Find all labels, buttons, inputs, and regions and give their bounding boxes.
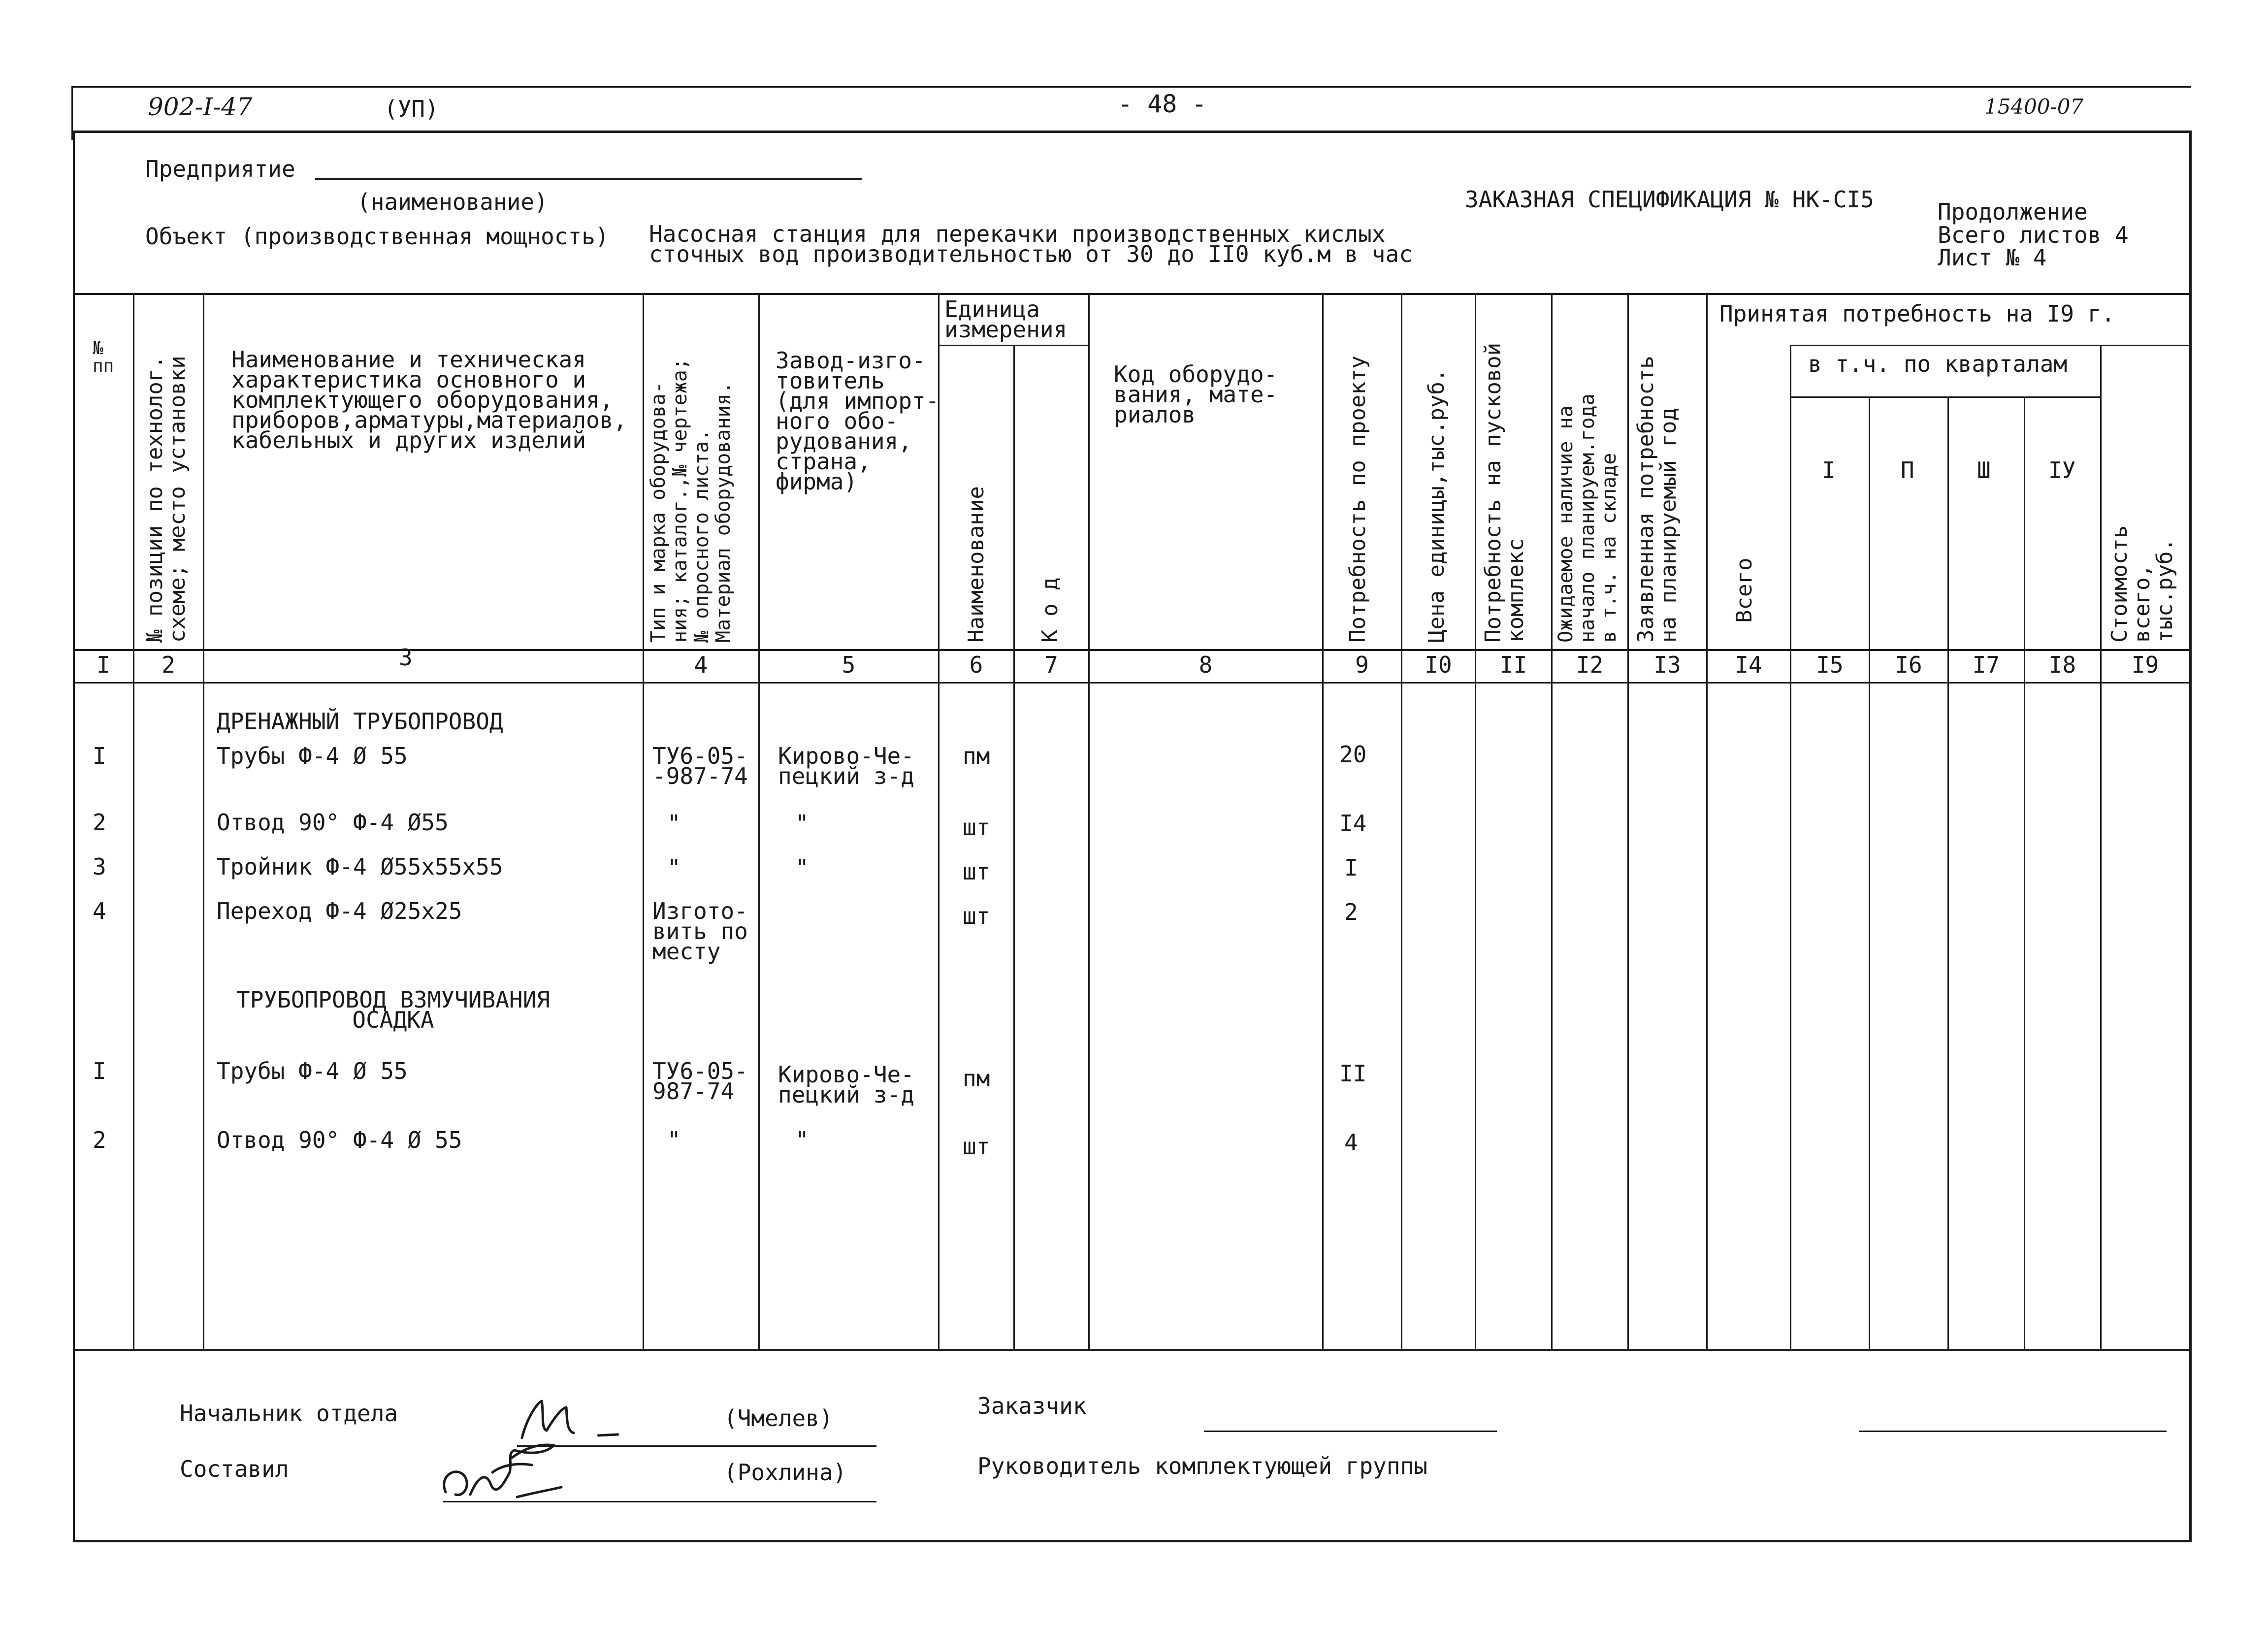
header-equipment-code: Код оборудо- вания, мате- риалов (1114, 361, 1278, 428)
header-type: Тип и марка оборудова- ния; каталог.,№ чертежа; № опросного листа. Материал оборудования. (647, 358, 735, 643)
column-number: 7 (1044, 651, 1058, 678)
header-unit-price: Цена единицы,тыс.руб. (1424, 368, 1449, 643)
column-number: 4 (694, 651, 708, 678)
column-number: I2 (1576, 651, 1604, 678)
item-quantity: I4 (1339, 810, 1367, 837)
enterprise-label: Предприятие (145, 156, 295, 182)
row-number: I (93, 1058, 106, 1084)
header-position: № позиции по технолог. схеме; место установки (142, 356, 190, 643)
object-label: Объект (производственная мощность) (145, 223, 609, 250)
header-total: Всего (1732, 557, 1757, 623)
column-number: I7 (1972, 651, 2000, 678)
item-unit: шт (963, 814, 990, 841)
header-name: Наименование и техническая характеристика основного и комплектующего оборудования, приборов,арматуры,материалов, кабельных и других изделий (231, 346, 627, 454)
item-name: Отвод 90° Ф-4 Ø55 (217, 809, 449, 836)
compiler-label: Составил (180, 1456, 289, 1482)
item-quantity: 4 (1344, 1129, 1358, 1156)
header-declared-need: Заявленная потребность на планируемый год (1633, 356, 1681, 643)
item-quantity: I (1344, 854, 1358, 881)
row-number: 2 (93, 809, 106, 836)
column-number: 2 (162, 651, 175, 678)
row-number: 4 (93, 898, 106, 924)
header-unit-group: Единица измерения (944, 296, 1068, 343)
spec-title: ЗАКАЗНАЯ СПЕЦИФИКАЦИЯ № НК-CI5 (1465, 186, 1874, 213)
item-name: Отвод 90° Ф-4 Ø 55 (217, 1127, 462, 1153)
archive-number: 15400-07 (1984, 95, 2084, 119)
sheet-current: Лист № 4 (1938, 244, 2047, 271)
header-unit-name: Наименование (964, 486, 989, 643)
header-project-need: Потребность по проекту (1345, 356, 1370, 643)
column-number: I3 (1653, 651, 1681, 678)
column-number: I0 (1425, 651, 1452, 678)
signature-head (522, 1401, 618, 1438)
header-total-cost: Стоимость всего, тыс.руб. (2107, 525, 2177, 643)
sheets-total: Всего листов 4 (1938, 222, 2129, 248)
column-number: I6 (1895, 651, 1922, 678)
item-unit: шт (963, 1133, 990, 1160)
item-unit: пм (963, 743, 990, 769)
column-number: I (97, 651, 110, 678)
column-number: I8 (2048, 651, 2076, 678)
header-maker: Завод-изго- товитель (для импорт- ного обо- рудования, страна, фирма) (776, 347, 940, 495)
enterprise-caption: (наименование) (357, 189, 548, 215)
header-no: № пп (93, 338, 114, 376)
group-head-label: Руководитель комплектующей группы (977, 1453, 1427, 1479)
item-maker: Кирово-Че- пецкий з-д (778, 1061, 914, 1108)
continuation-label: Продолжение (1938, 198, 2088, 225)
header-q2: П (1901, 457, 1914, 484)
column-number: II (1499, 651, 1527, 678)
item-type: ТУ6-05- -987-74 (652, 743, 748, 789)
item-name: Переход Ф-4 Ø25x25 (217, 898, 462, 924)
head-of-department-name: (Чмелев) (724, 1405, 833, 1432)
row-number: I (93, 743, 106, 769)
column-number: I4 (1735, 651, 1762, 678)
item-maker: " (795, 854, 809, 881)
item-name: Трубы Ф-4 Ø 55 (217, 1058, 408, 1084)
signature-compiler (444, 1445, 561, 1497)
object-description: Насосная станция для перекачки производственных кислых сточных вод производительностью от 30 до II0 куб.м в час (649, 221, 1413, 267)
column-number: I5 (1816, 651, 1844, 678)
item-type: ТУ6-05- 987-74 (652, 1058, 748, 1105)
page-number: - 48 - (1118, 90, 1207, 118)
header-accepted-group: Принятая потребность на I9 г. (1719, 300, 2115, 327)
column-number: 3 (399, 644, 413, 671)
column-number: 6 (969, 651, 983, 678)
compiler-name: (Рохлина) (724, 1459, 847, 1486)
column-number: 5 (842, 651, 856, 678)
item-name: Трубы Ф-4 Ø 55 (217, 743, 408, 769)
section-title: ТРУБОПРОВОД ВЗМУЧИВАНИЯ ОСАДКА (236, 986, 550, 1033)
column-number: 8 (1199, 651, 1213, 678)
item-maker: " (795, 810, 809, 837)
item-quantity: 2 (1344, 899, 1358, 925)
row-number: 3 (93, 853, 106, 880)
head-of-department-label: Начальник отдела (180, 1400, 398, 1427)
item-type: Изгото- вить по месту (652, 898, 748, 965)
item-maker: " (795, 1127, 809, 1153)
section-title: ДРЕНАЖНЫЙ ТРУБОПРОВОД (217, 708, 503, 735)
item-name: Тройник Ф-4 Ø55x55x55 (217, 853, 503, 880)
header-unit-code: К о д (1037, 577, 1063, 643)
header-quarters-group: в т.ч. по кварталам (1808, 351, 2068, 377)
item-type: " (667, 1127, 681, 1153)
volume-label: (УП) (384, 96, 439, 122)
item-type: " (667, 810, 681, 837)
item-type: " (667, 854, 681, 881)
item-unit: шт (963, 858, 990, 885)
item-maker: Кирово-Че- пецкий з-д (778, 743, 914, 789)
header-q1: I (1822, 457, 1836, 484)
customer-label: Заказчик (977, 1393, 1087, 1419)
row-number: 2 (93, 1127, 106, 1153)
header-expected-stock: Ожидаемое наличие на начало планируем.года в т.ч. на складе (1555, 393, 1620, 643)
doc-code: 902-I-47 (148, 93, 253, 121)
item-unit: шт (963, 903, 990, 929)
column-number: 9 (1355, 651, 1369, 678)
column-number: I9 (2131, 651, 2159, 678)
header-startup-need: Потребность на пусковой комплекс (1481, 342, 1528, 643)
item-unit: пм (963, 1065, 990, 1092)
header-q3: Ш (1977, 457, 1991, 484)
header-q4: IУ (2048, 457, 2076, 484)
item-quantity: 20 (1339, 741, 1367, 768)
item-quantity: II (1339, 1060, 1367, 1087)
